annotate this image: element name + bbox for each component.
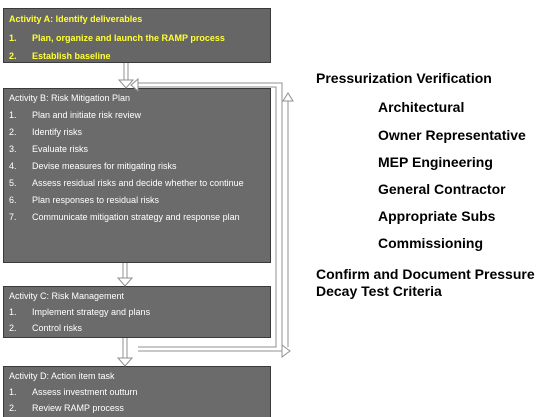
item-text: Plan and initiate risk review xyxy=(32,110,142,120)
item-text: Assess investment outturn xyxy=(32,387,138,397)
party-mep-engineering: MEP Engineering xyxy=(378,154,493,170)
activity-d-title: Activity D: Action item task xyxy=(9,371,115,381)
item-text: Control risks xyxy=(32,323,83,333)
item-text: Communicate mitigation strategy and response plan xyxy=(32,212,240,222)
item-number: 5. xyxy=(9,178,17,188)
item-number: 4. xyxy=(9,161,17,171)
party-general-contractor: General Contractor xyxy=(378,181,506,197)
item-number: 3. xyxy=(9,144,17,154)
item-number: 2. xyxy=(9,127,17,137)
item-text: Implement strategy and plans xyxy=(32,307,151,317)
item-text: Establish baseline xyxy=(32,51,111,61)
activity-a-title: Activity A: Identify deliverables xyxy=(9,14,143,24)
item-number: 2. xyxy=(9,323,17,333)
item-text: Plan, organize and launch the RAMP process xyxy=(32,33,225,43)
item-text: Identify risks xyxy=(32,127,83,137)
party-owner-representative: Owner Representative xyxy=(378,127,526,143)
item-text: Plan responses to residual risks xyxy=(32,195,160,205)
party-architectural: Architectural xyxy=(378,99,465,115)
arrow-b-to-c xyxy=(118,263,132,286)
item-number: 1. xyxy=(9,387,17,397)
verification-footer: Confirm and Document Pressure Decay Test Criteria xyxy=(316,266,535,299)
party-appropriate-subs: Appropriate Subs xyxy=(378,208,496,224)
item-number: 2. xyxy=(9,403,17,413)
arrow-a-to-b xyxy=(119,63,133,88)
verification-heading: Pressurization Verification xyxy=(316,70,492,86)
item-number: 1. xyxy=(9,33,17,43)
item-number: 7. xyxy=(9,212,17,222)
item-number: 6. xyxy=(9,195,17,205)
item-number: 2. xyxy=(9,51,17,61)
activity-b-title: Activity B: Risk Mitigation Plan xyxy=(9,93,131,103)
item-text: Evaluate risks xyxy=(32,144,89,154)
item-text: Devise measures for mitigating risks xyxy=(32,161,177,171)
party-commissioning: Commissioning xyxy=(378,235,484,251)
item-number: 1. xyxy=(9,110,17,120)
item-text: Review RAMP process xyxy=(32,403,124,413)
item-text: Assess residual risks and decide whether to continue xyxy=(32,178,244,188)
feedback-loop xyxy=(131,79,293,357)
item-number: 1. xyxy=(9,307,17,317)
arrow-c-to-d xyxy=(118,338,132,366)
activity-c-title: Activity C: Risk Management xyxy=(9,291,125,301)
